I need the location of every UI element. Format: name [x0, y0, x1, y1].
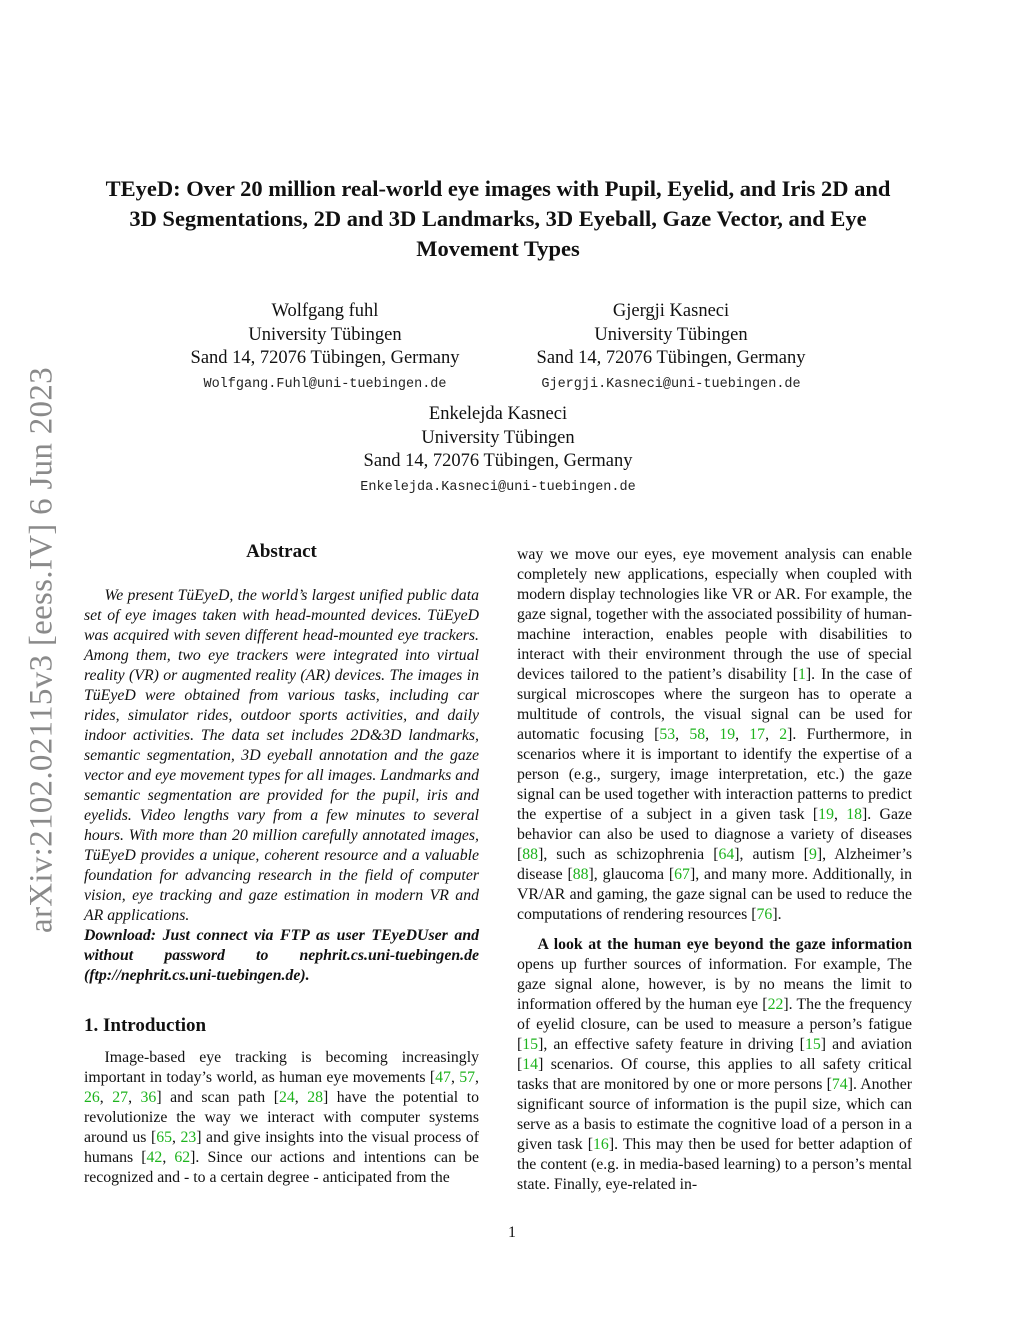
text-run: , [705, 726, 720, 743]
text-run: opens up further sources of information. For example, The gaze signal alone, however, is by no means the limit to information offered by the human eye [ [517, 956, 912, 1013]
text-run: ], and many more. Additionally, in VR/AR and gaming, the gaze signal can be used to reduce the computations of rendering resources [ [517, 866, 912, 923]
eye-information-paragraph [517, 935, 912, 1195]
author-block [343, 403, 653, 498]
citation-link[interactable]: 67 [674, 866, 690, 883]
citation-link[interactable]: 19 [719, 726, 736, 743]
text-run: ]. [772, 906, 782, 923]
text-run: ]. Furthermore, in scenarios where it is important to identify the expertise of a person (e.g., surgery, image interpretation, etc.) the gaze signal can be used together with interaction patterns to predict the expertise of a subject in a given task [ [517, 726, 912, 823]
text-run: , [735, 726, 750, 743]
text-run: , [128, 1089, 141, 1106]
author-email[interactable]: Wolfgang.Fuhl@uni-tuebingen.de [203, 376, 447, 392]
text-run: ] have the potential to revolutionize the way we interact with computer systems around us [ [84, 1089, 479, 1146]
citation-link[interactable]: 53 [659, 726, 676, 743]
citation-link[interactable]: 26 [84, 1089, 100, 1106]
citation-link[interactable]: 74 [831, 1076, 848, 1093]
author-block [516, 300, 826, 395]
citation-link[interactable]: 19 [818, 806, 834, 823]
author-name: Gjergji Kasneci [612, 301, 730, 321]
text-run: ], such as schizophrenia [ [538, 846, 719, 863]
citation-link[interactable]: 47 [435, 1069, 451, 1086]
author-affiliation: University Tübingen [421, 427, 575, 448]
text-run: ], Alzheimer’s disease [ [517, 846, 912, 883]
citation-link[interactable]: 88 [572, 866, 589, 883]
citation-link[interactable]: 23 [180, 1129, 197, 1146]
citation-link[interactable]: 18 [846, 806, 863, 823]
author-address: Sand 14, 72076 Tübingen, Germany [363, 451, 633, 471]
author-block [170, 300, 480, 395]
citation-link[interactable]: 57 [459, 1069, 476, 1086]
citation-link[interactable]: 76 [756, 906, 773, 923]
author-affiliation: University Tübingen [594, 324, 748, 345]
author-name: Enkelejda Kasneci [428, 404, 568, 424]
citation-link[interactable]: 62 [174, 1149, 191, 1166]
citation-link[interactable]: 27 [112, 1089, 129, 1106]
citation-link[interactable]: 15 [522, 1036, 539, 1053]
text-run: ], glaucoma [ [588, 866, 675, 883]
citation-link[interactable]: 17 [749, 726, 766, 743]
author-affiliation: University Tübingen [248, 324, 402, 345]
text-run: Image-based eye tracking is becoming increasingly important in today’s world, as human eye movements [ [84, 1049, 479, 1086]
citation-link[interactable]: 42 [146, 1149, 163, 1166]
intro-paragraph-continued [517, 545, 912, 925]
paragraph-body [517, 956, 912, 1193]
citation-link[interactable]: 14 [522, 1056, 539, 1073]
text-run: ]. In the case of surgical microscopes where the surgeon has to operate a multitude of controls, the visual signal can be used for automatic focusing [ [517, 666, 912, 743]
text-run: ] and give insights into the visual process of humans [ [84, 1129, 479, 1166]
arxiv-identifier: arXiv:2102.02115v3 [eess.IV] 6 Jun 2023 [23, 367, 60, 933]
text-run: ]. Another significant source of information is the pupil size, which can serve as a basis to estimate the cognitive load of a person in a given task [ [517, 1076, 912, 1153]
text-run: ] and scan path [ [156, 1089, 279, 1106]
left-column [84, 542, 479, 1188]
text-run: ]. Since our actions and intentions can be recognized and - to a certain degree - anticipated from the [84, 1149, 479, 1186]
author-address: Sand 14, 72076 Tübingen, Germany [190, 348, 460, 368]
introduction-heading: 1. Introduction [84, 1015, 207, 1036]
citation-link[interactable]: 88 [522, 846, 539, 863]
text-run: ]. The the frequency of eyelid closure, can be used to measure a person’s fatigue [ [517, 996, 912, 1053]
text-run: , [99, 1089, 113, 1106]
author-name: Wolfgang fuhl [271, 301, 379, 321]
citation-link[interactable]: 36 [140, 1089, 157, 1106]
text-run: , [172, 1129, 181, 1146]
citation-link[interactable]: 16 [593, 1136, 609, 1153]
text-run: ] and aviation [ [517, 1036, 912, 1073]
citation-link[interactable]: 9 [808, 846, 817, 863]
citation-link[interactable]: 58 [689, 726, 706, 743]
page-number: 1 [508, 1224, 516, 1241]
author-address: Sand 14, 72076 Tübingen, Germany [536, 348, 806, 368]
citation-link[interactable]: 64 [718, 846, 735, 863]
citation-link[interactable]: 2 [779, 726, 788, 743]
text-run: , [765, 726, 780, 743]
text-run: ]. Gaze behavior can also be used to diagnose a variety of diseases [ [517, 806, 912, 863]
text-run: , [475, 1069, 479, 1086]
right-column [517, 545, 912, 1195]
text-run: , [162, 1149, 175, 1166]
text-run: , [294, 1089, 308, 1106]
author-email[interactable]: Gjergji.Kasneci@uni-tuebingen.de [541, 376, 801, 392]
citation-link[interactable]: 15 [804, 1036, 821, 1053]
author-email[interactable]: Enkelejda.Kasneci@uni-tuebingen.de [360, 479, 636, 495]
text-run: ], an effective safety feature in driving [ [538, 1036, 805, 1053]
citation-link[interactable]: 65 [156, 1129, 173, 1146]
citation-link[interactable]: 22 [767, 996, 784, 1013]
intro-paragraph [84, 1048, 479, 1188]
text-run: , [675, 726, 690, 743]
download-note[interactable]: Download: Just connect via FTP as user TEyeDUser and without password to nephrit.cs.uni-tuebingen.de (ftp://nephrit.cs.uni-tuebingen.de). [84, 927, 479, 984]
text-run: , [450, 1069, 460, 1086]
text-run: ] scenarios. Of course, this applies to all safety critical tasks that are monitored by one or more persons [ [517, 1056, 912, 1093]
run-in-heading: A look at the human eye beyond the gaze information [537, 936, 912, 953]
paper-title: TEyeD: Over 20 million real-world eye images with Pupil, Eyelid, and Iris 2D and 3D Segmentations, 2D and 3D Landmarks, 3D Eyeball, Gaze Vector, and Eye Movement Types [105, 176, 891, 261]
citation-link[interactable]: 28 [307, 1089, 324, 1106]
abstract-text: We present TüEyeD, the world’s largest unified public data set of eye images taken with head-mounted devices. TüEyeD was acquired with seven different head-mounted eye trackers. Among them, two eye trackers were integrated into virtual reality (VR) or augmented reality (AR) devices. The images in TüEyeD were obtained from various tasks, including car rides, simulator rides, outdoor sports activities, and daily indoor activities. The data set includes 2D&3D landmarks, semantic segmentation, 3D eyeball annotation and the gaze vector and eye movement types for all images. Landmarks and semantic segmentation are provided for the pupil, iris and eyelids. Video lengths vary from a few minutes to several hours. With more than 20 million carefully annotated images, TüEyeD provides a unique, coherent resource and a valuable foundation for advancing research in the field of computer vision, eye tracking and gaze estimation in modern VR and AR applications. [84, 587, 479, 924]
text-run: way we move our eyes, eye movement analysis can enable completely new applications, especially when coupled with modern display technologies like VR or AR. For example, the gaze signal, together with the associated possibility of human-machine interaction, enables people with disabilities to interact with their environment through the use of special devices tailored to the patient’s disability [ [517, 546, 912, 683]
text-run: ], autism [ [734, 846, 809, 863]
text-run: ]. This may then be used for better adaption of the content (e.g. in media-based learning) to a person’s mental state. Finally, eye-related in- [517, 1136, 913, 1193]
citation-link[interactable]: 24 [278, 1089, 295, 1106]
text-run: , [833, 806, 847, 823]
citation-link[interactable]: 1 [797, 666, 806, 683]
abstract-heading: Abstract [246, 541, 317, 562]
